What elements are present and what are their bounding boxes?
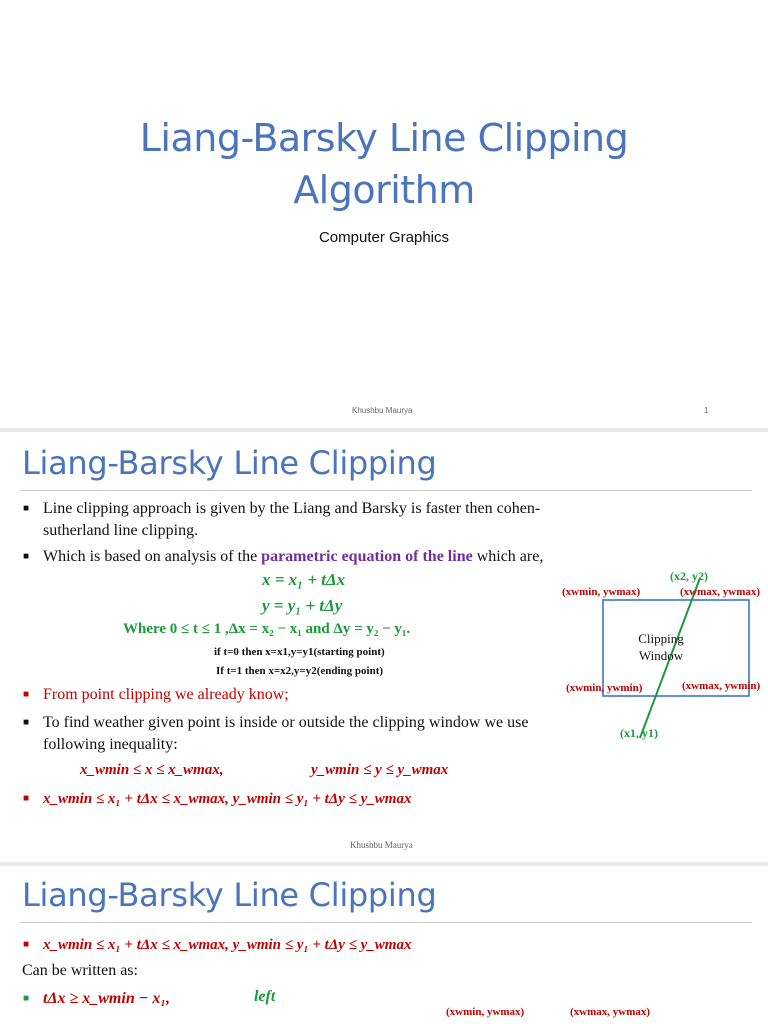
equation-y: y = y₁ + tΔy: [262, 596, 343, 615]
bullet-square-icon: ■: [23, 503, 30, 514]
bullet-text: From point clipping we already know;: [43, 686, 289, 703]
side-label-left: left: [254, 988, 276, 1005]
content-slide-2: [0, 432, 768, 862]
slide-title: [0, 112, 768, 216]
slide-subtitle: Computer Graphics: [318, 229, 450, 246]
title-line-1: Liang-Barsky Line Clipping: [139, 116, 629, 160]
bullet-item: [23, 498, 623, 542]
note-end: If t=1 then x=x2,y=y2(ending point): [216, 665, 384, 677]
corner-br-label: (xwmax, ywmin): [682, 680, 761, 692]
highlight-text: parametric equation of the line: [261, 548, 473, 565]
bullet-text: Line clipping approach is given by the Liang and Barsky is faster then cohen-: [43, 500, 541, 517]
heading-divider: [20, 922, 752, 923]
where-line: Where 0 ≤ t ≤ 1 ,Δx = x₂ − x₁ and Δy = y₂ − y₁.: [123, 621, 411, 637]
bullet-square-icon: ■: [23, 717, 30, 728]
bullet-square-icon: ■: [23, 993, 30, 1004]
note-start: if t=0 then x=x1,y=y1(starting point): [214, 646, 385, 658]
bullet-text: tΔx ≥ x_wmin − x₁,: [43, 990, 170, 1007]
bullet-item: [23, 788, 412, 810]
inequality-x: x_wmin ≤ x ≤ x_wmax,: [80, 762, 224, 778]
bullet-text: sutherland line clipping.: [43, 522, 199, 539]
bullet-item: [23, 684, 289, 706]
page-number: 1: [704, 406, 709, 415]
point-p1-label: (x1, y1): [620, 726, 658, 740]
bullet-square-icon: ■: [23, 939, 30, 950]
title-line-2: Algorithm: [293, 168, 475, 212]
bullet-square-icon: ■: [23, 689, 30, 700]
corner-tl-label: (xwmin, ywmax): [446, 1006, 525, 1018]
bullet-text: x_wmin ≤ x₁ + tΔx ≤ x_wmax, y_wmin ≤ y₁ + tΔy ≤ y_wmax: [43, 791, 412, 807]
clipping-window-label: [626, 630, 696, 664]
heading-divider: [20, 490, 752, 491]
slide-heading: Liang-Barsky Line Clipping: [22, 876, 437, 914]
bullet-text: following inequality:: [43, 736, 178, 753]
footer-author: Khushbu Maurya: [350, 840, 413, 850]
bullet-item: [23, 934, 412, 956]
slide-heading: Liang-Barsky Line Clipping: [22, 444, 437, 482]
bullet-text: To find weather given point is inside or outside the clipping window we use: [43, 714, 529, 731]
bullet-text: Which is based on analysis of the: [43, 548, 262, 565]
equation-x: x = x₁ + tΔx: [262, 570, 346, 589]
content-slide-3: [0, 866, 768, 1024]
bullet-text: x_wmin ≤ x₁ + tΔx ≤ x_wmax, y_wmin ≤ y₁ + tΔy ≤ y_wmax: [43, 937, 412, 953]
can-be-written-text: Can be written as:: [22, 962, 138, 979]
window-label-line: Window: [638, 648, 684, 663]
footer-author: Khushbu Maurya: [352, 406, 413, 415]
bullet-item: [23, 546, 643, 568]
title-slide: [0, 0, 768, 428]
bullet-text: which are,: [472, 548, 544, 565]
corner-bl-label: (xwmin, ywmin): [566, 682, 643, 694]
bullet-item: [23, 988, 170, 1010]
corner-tl-label: (xwmin, ywmax): [562, 586, 641, 598]
bullet-item: [23, 712, 603, 756]
bullet-square-icon: ■: [23, 551, 30, 562]
inequality-y: y_wmin ≤ y ≤ y_wmax: [311, 762, 449, 778]
bullet-square-icon: ■: [23, 793, 30, 804]
point-p2-label: (x2, y2): [670, 569, 708, 583]
window-label-line: Clipping: [638, 631, 684, 646]
corner-tr-label: (xwmax, ywmax): [680, 586, 761, 598]
corner-tr-label: (xwmax, ywmax): [570, 1006, 651, 1018]
